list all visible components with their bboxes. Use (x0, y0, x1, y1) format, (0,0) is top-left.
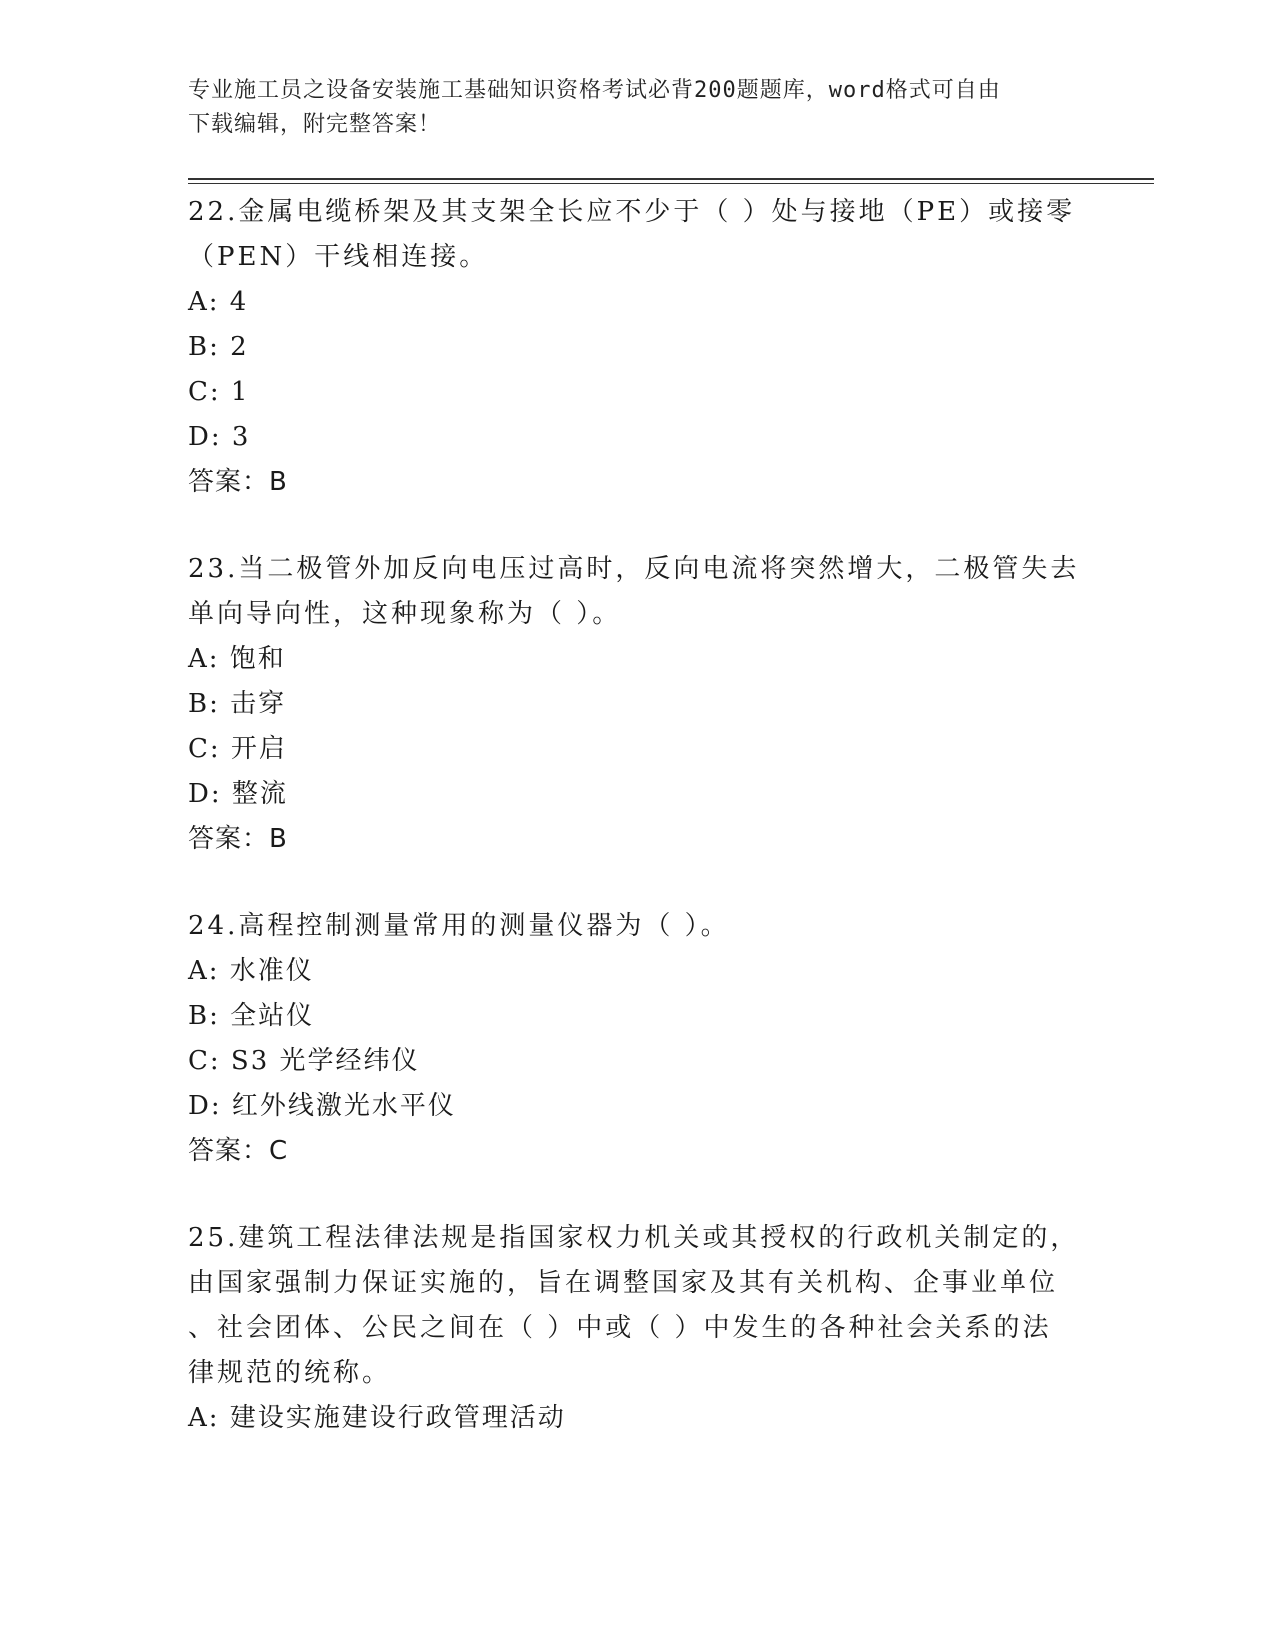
option-a: A: 建设实施建设行政管理活动 (188, 1403, 566, 1433)
question-stem-line: 24.高程控制测量常用的测量仪器为（ ）。 (188, 911, 730, 941)
header-line-2: 下载编辑，附完整答案！ (188, 112, 442, 137)
option-a: A: 4 (188, 287, 249, 317)
question-stem-line: 单向导向性，这种现象称为（ ）。 (188, 599, 622, 629)
option-c: C: 开启 (188, 734, 287, 764)
question-stem-line: 律规范的统称。 (188, 1358, 392, 1388)
question-25 (188, 1216, 1088, 1441)
answer: 答案：B (188, 467, 288, 497)
header-rule-thin (188, 183, 1154, 184)
header-line-1: 专业施工员之设备安装施工基础知识资格考试必背200题题库，word格式可自由 (188, 78, 1001, 103)
question-stem-line: 22.金属电缆桥架及其支架全长应不少于（ ）处与接地（PE）或接零 (188, 197, 1076, 227)
question-list (188, 190, 1088, 1483)
answer: 答案：C (188, 1136, 289, 1166)
option-d: D: 红外线激光水平仪 (188, 1091, 456, 1121)
question-stem-line: 由国家强制力保证实施的，旨在调整国家及其有关机构、企事业单位 (188, 1268, 1059, 1298)
option-c: C: 1 (188, 377, 250, 407)
option-d: D: 3 (188, 422, 251, 452)
answer: 答案：B (188, 824, 288, 854)
option-b: B: 2 (188, 332, 249, 362)
option-b: B: 全站仪 (188, 1001, 315, 1031)
question-23 (188, 547, 1088, 862)
document-header (188, 74, 1088, 142)
option-c: C: S3 光学经纬仪 (188, 1046, 420, 1076)
question-stem-line: （PEN）干线相连接。 (188, 242, 489, 272)
header-rule-thick (188, 178, 1154, 180)
option-b: B: 击穿 (188, 689, 287, 719)
option-a: A: 饱和 (188, 644, 286, 674)
question-stem-line: 25.建筑工程法律法规是指国家权力机关或其授权的行政机关制定的， (188, 1223, 1080, 1253)
question-stem-line: 、社会团体、公民之间在（ ）中或（ ）中发生的各种社会关系的法 (188, 1313, 1052, 1343)
option-a: A: 水准仪 (188, 956, 314, 986)
question-24 (188, 904, 1088, 1174)
question-stem-line: 23.当二极管外加反向电压过高时，反向电流将突然增大，二极管失去 (188, 554, 1080, 584)
question-22 (188, 190, 1088, 505)
option-d: D: 整流 (188, 779, 288, 809)
